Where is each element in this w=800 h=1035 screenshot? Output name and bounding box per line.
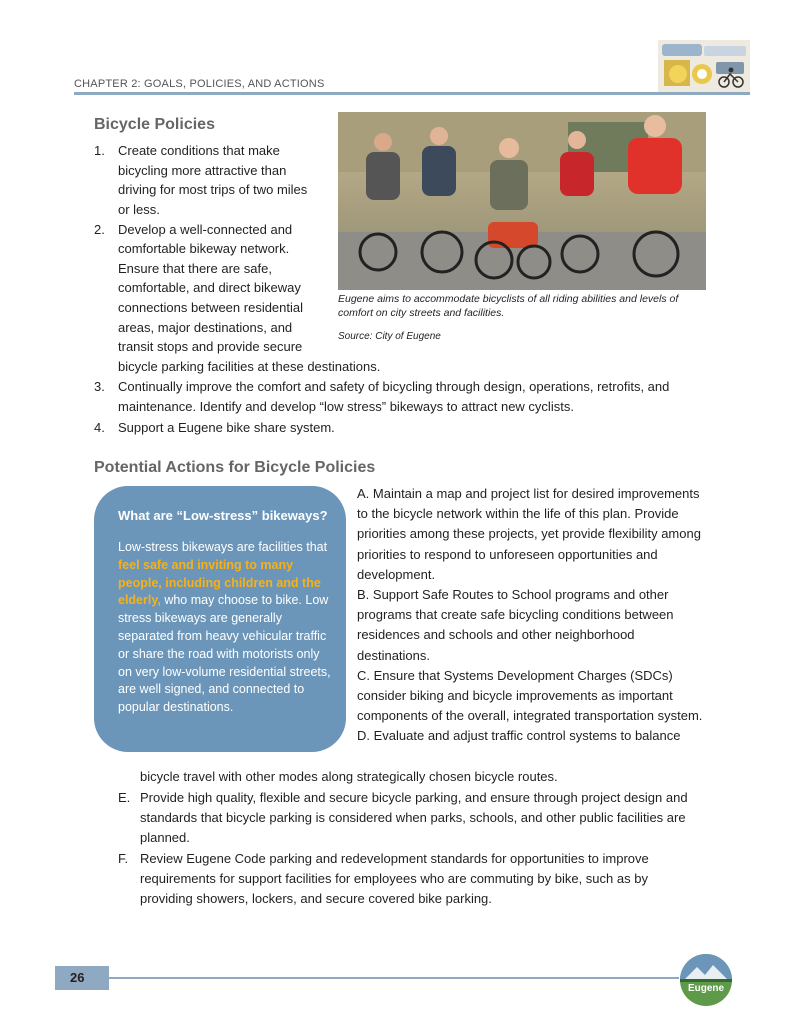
callout-highlight: feel safe and inviting to many people, including children and the elderly, [118, 557, 321, 608]
header-illustration [658, 40, 750, 92]
section-title-potential-actions: Potential Actions for Bicycle Policies [94, 459, 376, 476]
cyclists-photo [338, 112, 706, 290]
eugene-logo [679, 953, 733, 1007]
action-line: planned. [140, 830, 190, 845]
policy-line: bicycling more attractive than [118, 163, 287, 178]
transport-collage-icon [658, 40, 750, 92]
photo-source: Source: City of Eugene [338, 331, 441, 342]
page-number: 26 [70, 970, 85, 985]
action-c: C. Ensure that Systems Development Charges (SDCs) consider biking and bicycle improvements as important components of the overall, integrated transportation system. [357, 667, 703, 724]
policy-line: comfortable, and direct bikeway [118, 280, 301, 295]
action-d: D. Evaluate and adjust traffic control systems to balance [357, 728, 681, 744]
policy-line: driving for most trips of two miles [118, 182, 308, 197]
photo-caption: Eugene aims to accommodate bicyclists of all riding abilities and levels of comfort on city streets and facilities. [338, 293, 679, 319]
policy-line: Continually improve the comfort and safety of bicycling through design, operations, retrofits, and [118, 379, 670, 394]
callout-body [118, 539, 332, 717]
policy-number: 2. [94, 222, 105, 237]
action-line: Provide high quality, flexible and secure bicycle parking, and ensure through project design and [140, 790, 688, 805]
callout-text: who may choose to bike. Low stress bikeways are generally separated from heavy vehicular traffic or share the road with motorists only on very low-volume residential streets, are well signed, and connected to popular destinations. [118, 593, 331, 715]
cyclists-photo-illustration [338, 112, 706, 290]
action-line: providing showers, lockers, and secure covered bike parking. [140, 891, 492, 906]
action-number: F. [118, 851, 129, 866]
policy-line: transit stops and provide secure [118, 339, 303, 354]
callout-text: Low-stress bikeways are facilities that [118, 540, 328, 554]
chapter-heading: CHAPTER 2: GOALS, POLICIES, AND ACTIONS [74, 78, 325, 90]
action-line: requirements for support facilities for employees who are commuting by bike, such as by [140, 871, 648, 886]
policy-line: Ensure that there are safe, [118, 261, 272, 276]
footer-rule [109, 977, 679, 979]
policy-line: Support a Eugene bike share system. [118, 420, 335, 435]
policy-line: comfortable bikeway network. [118, 241, 290, 256]
policy-line: connections between residential [118, 300, 304, 315]
action-d-continued: bicycle travel with other modes along strategically chosen bicycle routes. [140, 769, 558, 784]
policy-line: Develop a well-connected and [118, 222, 293, 237]
policy-line: bicycle parking facilities at these destinations. [118, 359, 381, 374]
policy-number: 4. [94, 420, 105, 435]
policy-number: 3. [94, 379, 105, 394]
action-b: B. Support Safe Routes to School programs and other programs that create safe bicycling conditions between residences and schools and other neighborhood destinations. [357, 587, 674, 663]
action-line: Review Eugene Code parking and redevelopment standards for opportunities to improve [140, 851, 649, 866]
policy-line: or less. [118, 202, 160, 217]
policy-line: areas, major destinations, and [118, 320, 293, 335]
policy-line: maintenance. Identify and develop “low stress” bikeways to attract new cyclists. [118, 399, 574, 414]
policy-line: Create conditions that make [118, 143, 280, 158]
action-line: standards that bicycle parking is considered when parks, schools, and other public facilities are [140, 810, 686, 825]
policy-number: 1. [94, 143, 105, 158]
action-number: E. [118, 790, 131, 805]
section-title-bicycle-policies: Bicycle Policies [94, 116, 215, 133]
header-rule [74, 92, 750, 95]
logo-text: Eugene [687, 983, 725, 994]
callout-title: What are “Low-stress” bikeways? [118, 508, 328, 523]
action-a: A. Maintain a map and project list for desired improvements to the bicycle network within the life of this plan. Provide priorities among these projects, yet provide flexibility among priorities to respond to unforeseen opportunities and development. [357, 486, 701, 582]
eugene-logo-icon [679, 953, 733, 1007]
actions-column [357, 484, 707, 747]
